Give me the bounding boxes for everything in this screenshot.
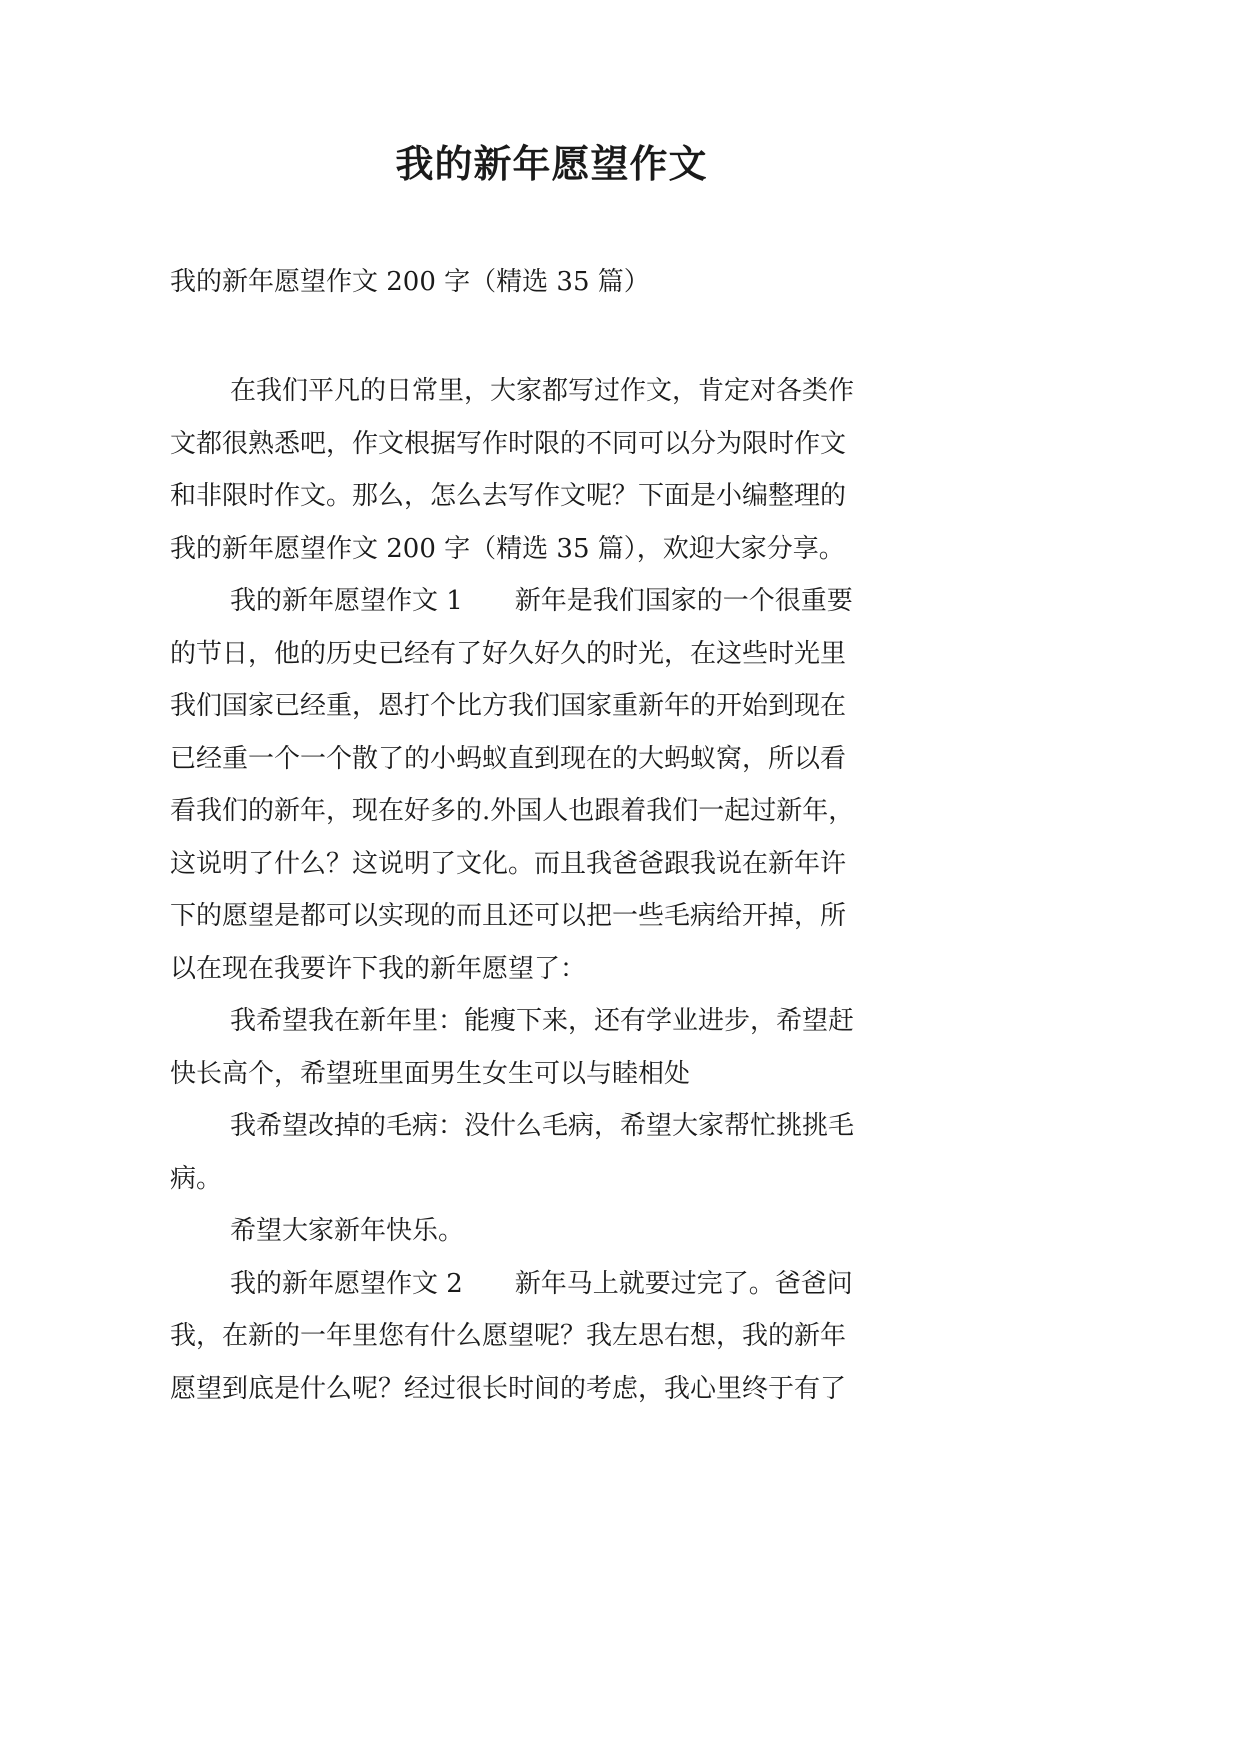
text-line: 下的愿望是都可以实现的而且还可以把一些毛病给开掉，所 bbox=[170, 901, 847, 931]
paragraph-intro bbox=[170, 365, 960, 575]
paragraph-habits bbox=[170, 1100, 960, 1205]
document-subtitle: 我的新年愿望作文 200 字（精选 35 篇） bbox=[170, 267, 650, 297]
text-line: 希望大家新年快乐。 bbox=[230, 1216, 465, 1246]
text-line: 已经重一个一个散了的小蚂蚁直到现在的大蚂蚁窝，所以看 bbox=[170, 743, 847, 774]
text-line: 我们国家已经重，恩打个比方我们国家重新年的开始到现在 bbox=[170, 691, 847, 721]
text-line: 我的新年愿望作文 2 新年马上就要过完了。爸爸问 bbox=[230, 1268, 853, 1299]
document-body bbox=[170, 365, 960, 1415]
text-line: 我希望改掉的毛病：没什么毛病，希望大家帮忙挑挑毛 bbox=[230, 1111, 855, 1141]
text-line: 在我们平凡的日常里，大家都写过作文，肯定对各类作 bbox=[230, 376, 855, 406]
text-line: 愿望到底是什么呢？经过很长时间的考虑，我心里终于有了 bbox=[170, 1373, 847, 1404]
text-line: 病。 bbox=[170, 1163, 223, 1194]
paragraph-wishes bbox=[170, 995, 960, 1100]
text-line: 文都很熟悉吧，作文根据写作时限的不同可以分为限时作文 bbox=[170, 428, 847, 459]
text-line: 这说明了什么？这说明了文化。而且我爸爸跟我说在新年许 bbox=[170, 848, 847, 879]
text-line: 我，在新的一年里您有什么愿望呢？我左思右想，我的新年 bbox=[170, 1321, 847, 1351]
text-line: 和非限时作文。那么，怎么去写作文呢？下面是小编整理的 bbox=[170, 481, 847, 511]
text-line: 以在现在我要许下我的新年愿望了： bbox=[170, 953, 587, 984]
text-line: 看我们的新年，现在好多的.外国人也跟着我们一起过新年， bbox=[170, 796, 855, 826]
paragraph-greeting bbox=[170, 1205, 960, 1258]
text-line: 我的新年愿望作文 200 字（精选 35 篇），欢迎大家分享。 bbox=[170, 533, 845, 564]
paragraph-essay-1 bbox=[170, 575, 960, 995]
document-title: 我的新年愿望作文 bbox=[395, 142, 708, 186]
text-line: 我希望我在新年里：能瘦下来，还有学业进步，希望赶 bbox=[230, 1006, 855, 1036]
text-line: 的节日，他的历史已经有了好久好久的时光，在这些时光里 bbox=[170, 638, 847, 669]
text-line: 我的新年愿望作文 1 新年是我们国家的一个很重要 bbox=[230, 586, 853, 616]
paragraph-essay-2 bbox=[170, 1258, 960, 1416]
text-line: 快长高个，希望班里面男生女生可以与睦相处 bbox=[170, 1058, 691, 1089]
